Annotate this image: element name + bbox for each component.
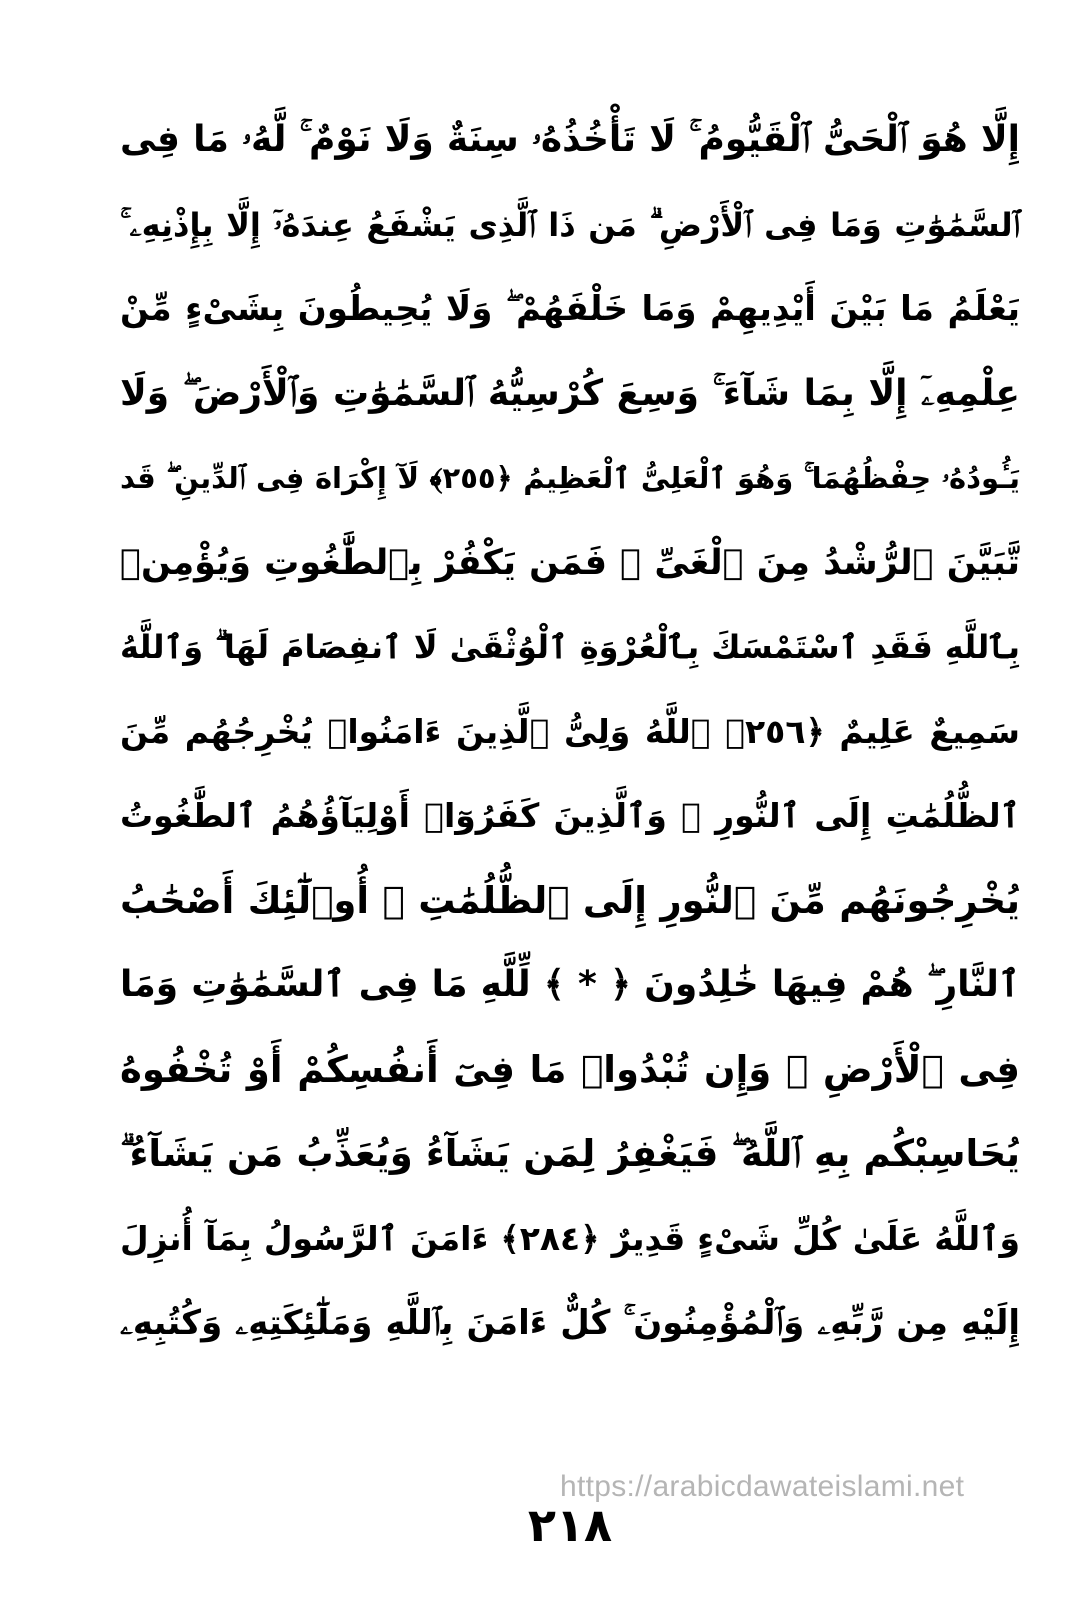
text-line: يَـُٔودُهُۥ حِفْظُهُمَا ۚ وَهُوَ ٱلْعَلِىُّ ٱلْعَظِيمُ ﴿٢٥٥﴾ لَآ إِكْرَاهَ فِى ٱلدِّينِ ۖ قَد (120, 461, 1020, 495)
text-line: بِٱللَّهِ فَقَدِ ٱسْتَمْسَكَ بِٱلْعُرْوَةِ ٱلْوُثْقَىٰ لَا ٱنفِصَامَ لَهَا ۗ وَٱللَّهُ (120, 628, 1021, 666)
text-line: إِلَّا هُوَ ٱلْحَىُّ ٱلْقَيُّومُ ۚ لَا تَأْخُذُهُۥ سِنَةٌ وَلَا نَوْمٌ ۚ لَّهُۥ مَا فِى (120, 119, 1020, 160)
text-line: تَّبَيَّنَ ٱلرُّشْدُ مِنَ ٱلْغَىِّ ۚ فَمَن يَكْفُرْ بِٱلطَّٰغُوتِ وَيُؤْمِنۢ (120, 542, 1020, 583)
verse-text-block (120, 98, 1020, 1366)
watermark-url: https://arabicdawateislami.net (560, 1470, 965, 1503)
text-line: سَمِيعٌ عَلِيمٌ ﴿٢٥٦﴾ ٱللَّهُ وَلِىُّ ٱلَّذِينَ ءَامَنُوا۟ يُخْرِجُهُم مِّنَ (120, 711, 1021, 751)
text-line: وَٱللَّهُ عَلَىٰ كُلِّ شَىْءٍ قَدِيرٌ ﴿٢٨٤﴾ ءَامَنَ ٱلرَّسُولُ بِمَآ أُنزِلَ (120, 1218, 1020, 1258)
text-line: يُحَاسِبْكُم بِهِ ٱللَّهُ ۖ فَيَغْفِرُ لِمَن يَشَآءُ وَيُعَذِّبُ مَن يَشَآءُ ۗ (120, 1132, 1020, 1175)
text-line: ٱلسَّمَٰوَٰتِ وَمَا فِى ٱلْأَرْضِ ۗ مَن ذَا ٱلَّذِى يَشْفَعُ عِندَهُۥٓ إِلَّا بِإِذْنِهِۦ ۚ (120, 205, 1020, 244)
text-line: يُخْرِجُونَهُم مِّنَ ٱلنُّورِ إِلَى ٱلظُّلُمَٰتِ ۗ أُو۟لَٰٓئِكَ أَصْحَٰبُ (120, 878, 1020, 922)
text-line: ٱلظُّلُمَٰتِ إِلَى ٱلنُّورِ ۖ وَٱلَّذِينَ كَفَرُوٓا۟ أَوْلِيَآؤُهُمُ ٱلطَّٰغُوتُ (120, 796, 1020, 835)
page-number: ٢١٨ (527, 1498, 613, 1552)
text-line: إِلَيْهِ مِن رَّبِّهِۦ وَٱلْمُؤْمِنُونَ ۚ كُلٌّ ءَامَنَ بِٱللَّهِ وَمَلَٰٓئِكَتِهِۦ وَكُتُبِهِۦ (120, 1303, 1020, 1343)
text-line: عِلْمِهِۦٓ إِلَّا بِمَا شَآءَ ۚ وَسِعَ كُرْسِيُّهُ ٱلسَّمَٰوَٰتِ وَٱلْأَرْضَ ۖ وَلَا (120, 372, 1020, 414)
text-line: فِى ٱلْأَرْضِ ۗ وَإِن تُبْدُوا۟ مَا فِىٓ أَنفُسِكُمْ أَوْ تُخْفُوهُ (120, 1047, 1020, 1091)
text-line: يَعْلَمُ مَا بَيْنَ أَيْدِيهِمْ وَمَا خَلْفَهُمْ ۖ وَلَا يُحِيطُونَ بِشَىْءٍ مِّنْ (120, 289, 1020, 329)
text-line: ٱلنَّارِ ۖ هُمْ فِيهَا خَٰلِدُونَ ﴿ * ﴾ لِّلَّهِ مَا فِى ٱلسَّمَٰوَٰتِ وَمَا (120, 964, 1020, 1005)
